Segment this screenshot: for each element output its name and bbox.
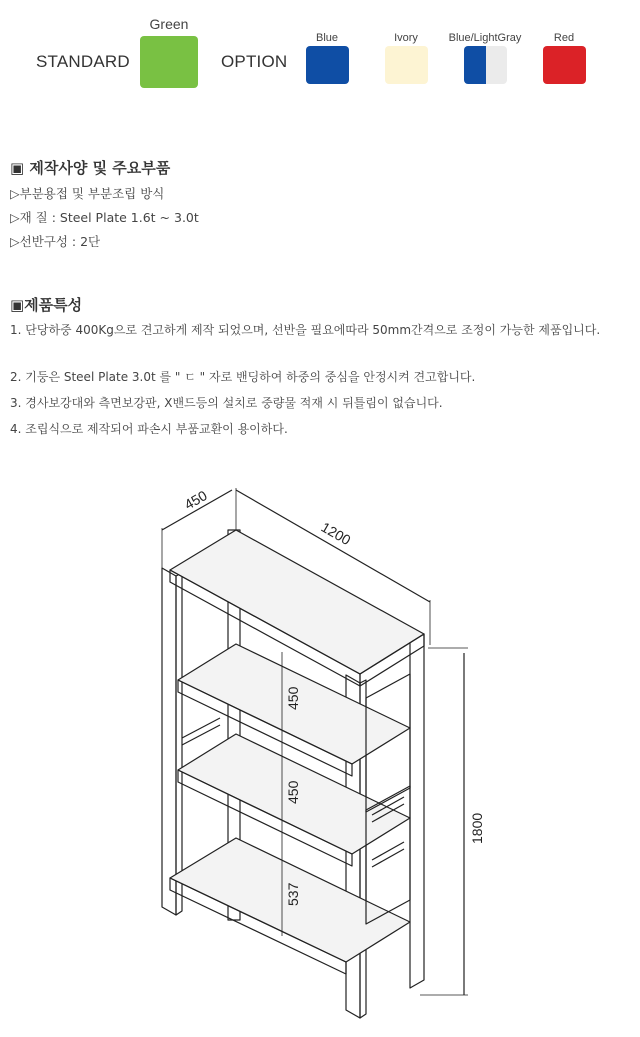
gap2-dimension: 450 xyxy=(285,780,301,804)
green-swatch[interactable] xyxy=(140,36,198,88)
blue-lightgray-swatch[interactable] xyxy=(464,46,507,84)
feature-item: 4. 조립식으로 제작되어 파손시 부품교환이 용이하다. xyxy=(10,422,288,436)
feature-item: 2. 기둥은 Steel Plate 3.0t 를 " ㄷ " 자로 밴딩하여 하중의 중심을 안정시켜 견고합니다. xyxy=(10,370,476,384)
height-dimension: 1800 xyxy=(469,812,485,844)
features-title: ▣제품특성 xyxy=(10,296,83,314)
feature-item: 3. 경사보강대와 측면보강판, X밴드등의 설치로 중량물 적재 시 뒤틀림이 없습니다. xyxy=(10,396,443,410)
spec-item: ▷부분용접 및 부분조립 방식 xyxy=(10,186,165,201)
gap1-dimension: 450 xyxy=(285,686,301,710)
gap3-dimension: 537 xyxy=(285,882,301,906)
blue-swatch[interactable] xyxy=(306,46,349,84)
red-swatch[interactable] xyxy=(543,46,586,84)
blue-lightgray-caption: Blue/LightGray xyxy=(448,32,522,44)
feature-item: 1. 단당하중 400Kg으로 견고하게 제작 되었으며, 선반을 필요에따라 50mm간격으로 조정이 가능한 제품입니다. xyxy=(10,323,601,337)
width-dimension: 1200 xyxy=(318,518,354,549)
spec-title: ▣ 제작사양 및 주요부품 xyxy=(10,159,171,177)
red-caption: Red xyxy=(553,32,575,44)
standard-label: STANDARD xyxy=(36,52,130,71)
blue-caption: Blue xyxy=(315,32,339,44)
ivory-swatch[interactable] xyxy=(385,46,428,84)
option-label: OPTION xyxy=(221,52,288,71)
green-caption: Green xyxy=(149,16,189,32)
spec-item: ▷선반구성 : 2단 xyxy=(10,234,101,249)
ivory-caption: Ivory xyxy=(394,32,418,44)
depth-dimension: 450 xyxy=(181,487,210,513)
shelf-drawing xyxy=(0,470,640,1037)
spec-item: ▷재 질 : Steel Plate 1.6t ~ 3.0t xyxy=(10,210,199,225)
